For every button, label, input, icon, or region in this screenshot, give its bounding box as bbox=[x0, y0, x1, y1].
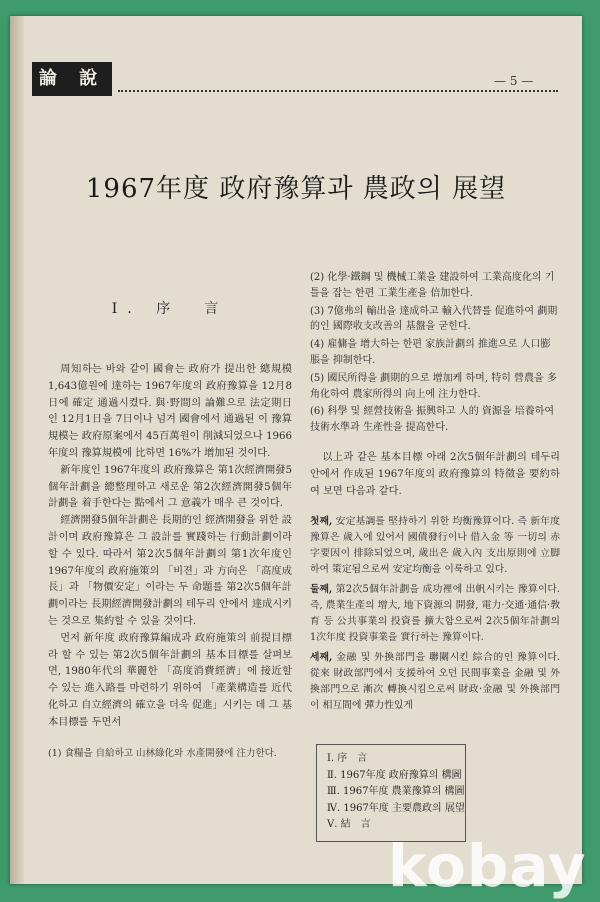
paragraph: 먼저 新年度 政府豫算編成과 政府施策의 前提目標라 할 수 있는 第2次5個年計劃의 基本目標를 살펴보면, 1980年代의 華麗한 「高度消費經濟」에 接近할 수 있는 進入路를 마련하기 위하여 「產業構造를 近代化하고 自立經濟의 確立을 더욱 促進」시키는 데 그 基本目標를 두면서 bbox=[48, 632, 292, 728]
toc-item: Ⅳ. 1967年度 主要農政의 展望 bbox=[327, 802, 465, 814]
goal-item bbox=[310, 582, 560, 646]
left-column bbox=[48, 298, 292, 762]
toc-item: Ⅰ. 序 言 bbox=[327, 753, 368, 764]
goal-label: 세째, bbox=[310, 652, 333, 664]
numbered-item: (5) 國民所得을 劃期的으로 增加케 하며, 特히 營農을 多角化하여 農家所得의 向上에 注力한다. bbox=[310, 372, 557, 400]
toc-item: Ⅲ. 1967年度 農業豫算의 構圖 bbox=[327, 786, 465, 797]
toc-item: Ⅱ. 1967年度 政府豫算의 構圖 bbox=[327, 769, 462, 781]
paragraph: 經濟開發5個年計劃은 長期的인 經濟開發을 위한 設計이며 政府豫算은 그 設計를 實踐하는 行動計劃이라 할 수 있다. 따라서 第2次5個年計劃의 第1次年度인 1967年度의 政府施策의 「비젼」과 方向은 「高度成長」과 「物價安定」이라는 두 命題를 第2次5個年計劃이라는 長期經濟開發計劃의 테두리 안에서 達成시키는 것으로 集約할 수 있을 것이다. bbox=[48, 515, 292, 627]
document-page bbox=[10, 16, 582, 884]
paragraph: 新年度인 1967年度의 政府豫算은 第1次經濟開發5個年計劃을 總整理하고 새로운 第2次經濟開發5個年計劃을 着手한다는 點에서 그 意義가 매우 큰 것이다. bbox=[48, 464, 292, 510]
header-dotted-rule bbox=[118, 90, 558, 94]
numbered-item: (6) 科學 및 經營技術을 振興하고 人的 資源을 培養하여 技術水準과 生產性을 提高한다. bbox=[310, 406, 555, 434]
page-number: — 5 — bbox=[494, 74, 534, 88]
watermark-logo: kobay bbox=[388, 832, 587, 900]
summary-paragraph: 以上과 같은 基本目標 아래 2次5個年計劃의 테두리 안에서 作成된 1967年度의 政府豫算의 特徵을 要約하여 보면 다음과 같다. bbox=[310, 451, 560, 497]
numbered-item: (3) 7億弗의 輸出을 達成하고 輸入代替를 促進하여 劃期的인 國際收支改善의 基盤을 굳힌다. bbox=[310, 305, 558, 333]
article-title: 1967年度 政府豫算과 農政의 展望 bbox=[85, 174, 507, 204]
right-column bbox=[310, 270, 560, 718]
toc-item: Ⅴ. 結 言 bbox=[327, 819, 371, 830]
goal-text: 第2次5個年計劃을 成功裡에 出帆시키는 豫算이다. 즉, 農業生產의 增大, 地下資源의 開發, 電力·交通·通信·敎育 등 公共事業의 投資를 擴大함으로써 2次5個年計劃의 1次年度 投資事業을 實行하는 豫算이다. bbox=[310, 584, 560, 644]
section-heading: Ⅰ. 序 言 bbox=[111, 301, 229, 317]
goal-item bbox=[310, 650, 560, 714]
section-badge: 論 說 bbox=[32, 62, 112, 96]
goal-item bbox=[310, 514, 560, 578]
goal-label: 첫째, bbox=[310, 516, 333, 528]
numbered-item-1: (1) 食糧을 自給하고 山林綠化와 水產開發에 注力한다. bbox=[48, 747, 277, 759]
binding-spine bbox=[10, 16, 24, 884]
goal-text: 安定基調를 堅持하기 위한 均衡豫算이다. 즉 新年度 豫算은 歲入에 있어서 國債發行이나 借入金 等 一切의 赤字要因이 排除되었으며, 歲出은 歲入內 支出原則에 立脚하여 策定됨으로써 安定均衡을 이룩하고 있다. bbox=[310, 516, 560, 576]
goal-label: 둘째, bbox=[310, 584, 333, 596]
goal-text: 金融 및 外換部門을 聯關시킨 綜合的인 豫算이다. 從來 財政部門에서 支援하여 오던 民間事業을 金融 및 外換部門으로 漸次 轉換시킴으로써 財政·金融 및 外換部門이 相互間에 彈力性있게 bbox=[310, 652, 560, 712]
numbered-item: (4) 雇傭을 增大하는 한편 家族計劃의 推進으로 人口膨脹을 抑制한다. bbox=[310, 339, 551, 366]
table-of-contents bbox=[316, 744, 466, 842]
paragraph: 周知하는 바와 같이 國會는 政府가 提出한 總規模 1,643億원에 達하는 1967年度의 政府豫算을 12月8日에 確定 通過시켰다. 與·野間의 論難으로 法定期日인 12月1日을 7日이나 넘겨 國會에서 通過된 이 豫算規模는 政府原案에서 45百萬원이 削減되었으나 1966年度의 豫算規模에 比하면 16%가 增加된 것이다. bbox=[48, 364, 292, 459]
numbered-item: (2) 化學·鐵鋼 및 機械工業을 建設하여 工業高度化의 기틀을 잡는 한편 工業生產을 倍加한다. bbox=[310, 272, 555, 299]
